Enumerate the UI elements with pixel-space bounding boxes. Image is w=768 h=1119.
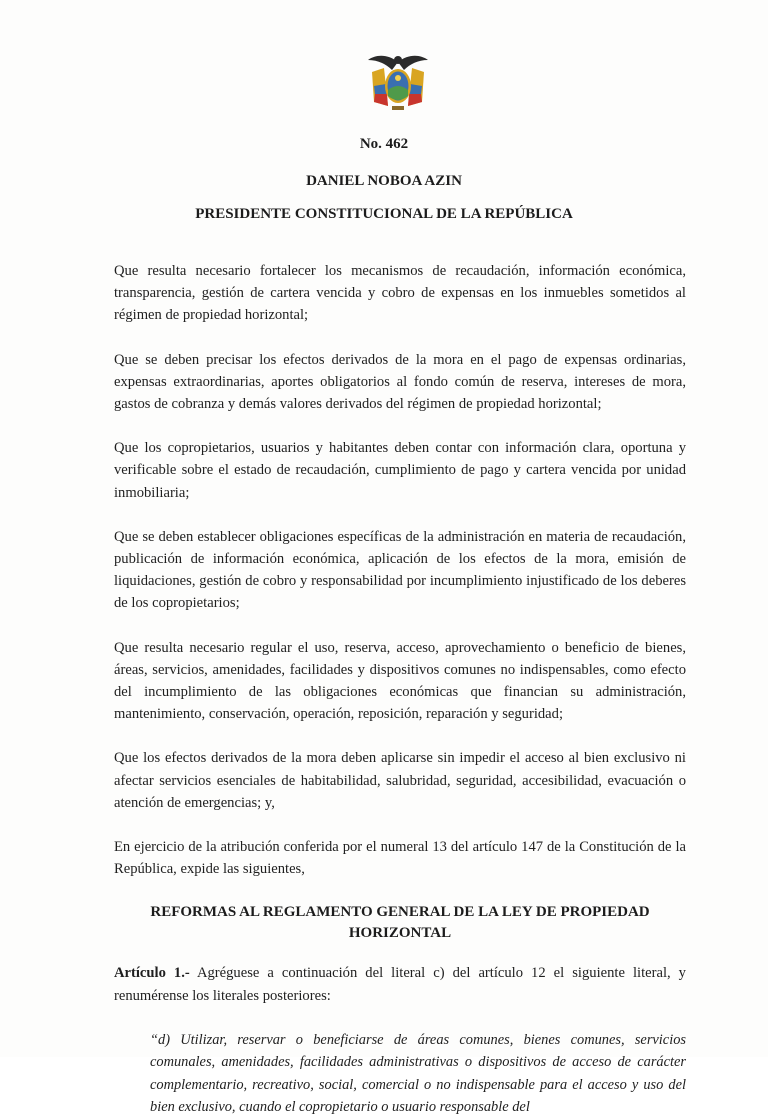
signatory-office: PRESIDENTE CONSTITUCIONAL DE LA REPÚBLICA <box>195 206 573 222</box>
document-body <box>114 260 686 1119</box>
signatory-name: DANIEL NOBOA AZIN <box>306 173 462 189</box>
article-1-text: Agréguese a continuación del literal c) del artículo 12 el siguiente literal, y renumérense los literales posteriores: <box>114 965 686 1004</box>
coat-of-arms-icon <box>362 46 434 118</box>
consideration-paragraph: Que resulta necesario regular el uso, reserva, acceso, aprovechamiento o beneficio de bienes, áreas, servicios, amenidades, facilidades y dispositivos comunes no indispensables, como efecto del incumplimiento de las obligaciones económicas que financian su administración, mantenimiento, conservación, operación, reposición, reparación y seguridad; <box>114 639 686 723</box>
article-1-label: Artículo 1.- <box>114 965 190 982</box>
decree-number: No. 462 <box>359 136 409 152</box>
article-1-paragraph <box>114 962 686 1006</box>
consideration-paragraph: Que los copropietarios, usuarios y habitantes deben contar con información clara, oportuna y verificable sobre el estado de recaudación, cumplimiento de pago y cartera vencida por unidad inmobiliaria; <box>114 440 686 501</box>
reform-heading: REFORMAS AL REGLAMENTO GENERAL DE LA LEY DE PROPIEDAD HORIZONTAL <box>150 904 650 942</box>
article-1-quote: “d) Utilizar, reservar o beneficiarse de áreas comunes, bienes comunes, servicios comunales, amenidades, facilidades administrativas o dispositivos de acceso de carácter complementario, recreativo, social, comercial o no indispensable para el acceso y uso del bien exclusivo, cuando el copropietario o usuario responsable del <box>150 1031 686 1116</box>
consideration-paragraph: Que resulta necesario fortalecer los mecanismos de recaudación, información económica, transparencia, gestión de cartera vencida y cobro de expensas en los inmuebles sometidos al régimen de propiedad horizontal; <box>114 263 686 324</box>
consideration-paragraph: Que se deben precisar los efectos derivados de la mora en el pago de expensas ordinarias, expensas extraordinarias, aportes obligatorios al fondo común de reserva, intereses de mora, gastos de cobranza y demás valores derivados del régimen de propiedad horizontal; <box>114 351 686 413</box>
consideration-paragraph: Que se deben establecer obligaciones específicas de la administración en materia de recaudación, publicación de información económica, aplicación de los efectos de la mora, emisión de liquidaciones, gestión de cobro y responsabilidad por incumplimiento injustificado de los deberes de los copropietarios; <box>114 528 686 612</box>
consideration-paragraph: Que los efectos derivados de la mora deben aplicarse sin impedir el acceso al bien exclusivo ni afectar servicios esenciales de habitabilidad, salubridad, seguridad, accesibilidad, evacuación o atención de emergencias; y, <box>114 750 686 811</box>
enacting-paragraph: En ejercicio de la atribución conferida por el numeral 13 del artículo 147 de la Constitución de la República, expide las siguientes, <box>114 839 686 878</box>
